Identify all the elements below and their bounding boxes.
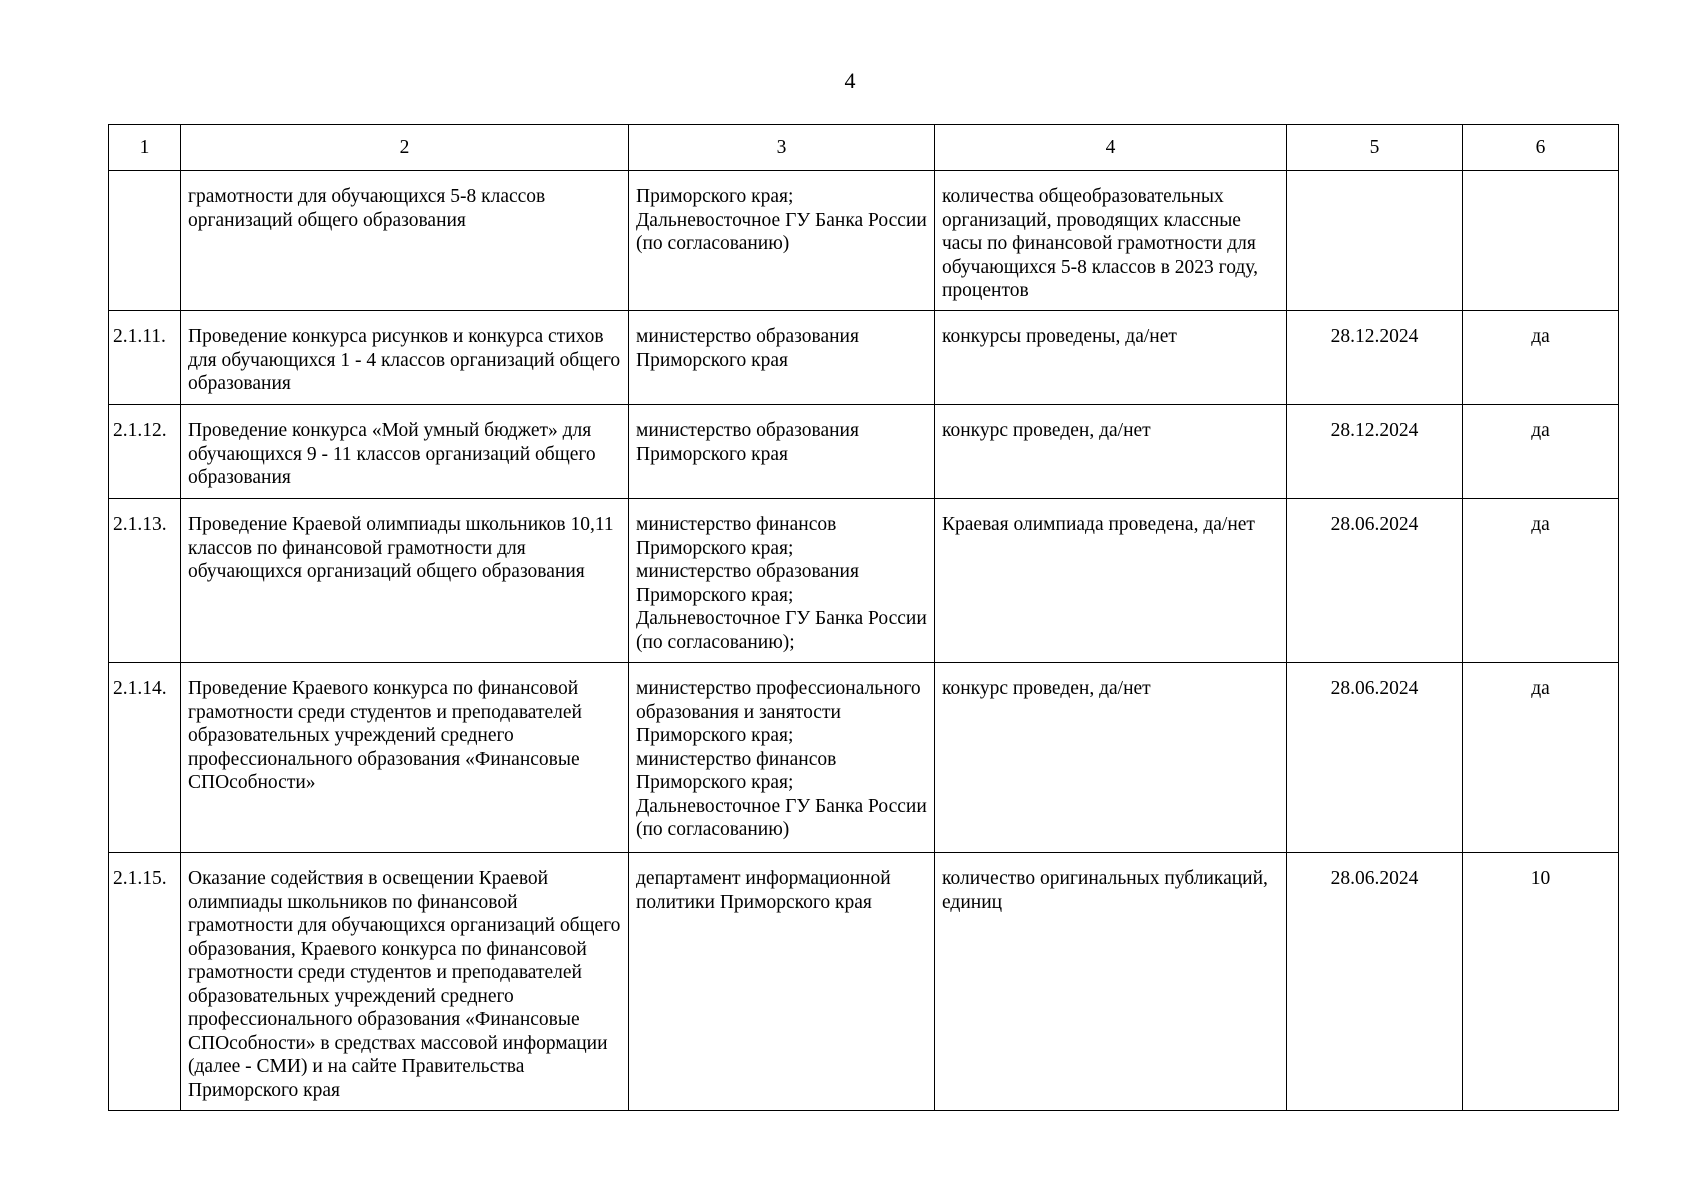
deadline-cell: 28.12.2024 [1287,311,1463,405]
column-header-3: 3 [629,125,935,171]
row-number-cell: 2.1.11. [109,311,181,405]
indicator-cell: конкурс проведен, да/нет [935,405,1287,499]
activity-cell: Проведение Краевого конкурса по финансовой грамотности среди студентов и преподавателей образовательных учреждений среднего профессионального образования «Финансовые СПОсобности» [181,663,629,853]
column-header-6: 6 [1463,125,1619,171]
target-value-cell [1463,171,1619,311]
indicator-cell: конкурс проведен, да/нет [935,663,1287,853]
indicator-cell: конкурсы проведены, да/нет [935,311,1287,405]
table-row [109,853,1619,1111]
responsible-cell: министерство финансов Приморского края; министерство образования Приморского края; Дальневосточное ГУ Банка России (по согласованию); [629,499,935,663]
deadline-cell: 28.12.2024 [1287,405,1463,499]
column-header-1: 1 [109,125,181,171]
row-number-cell: 2.1.12. [109,405,181,499]
target-value-cell: 10 [1463,853,1619,1111]
table-row [109,405,1619,499]
table-row [109,311,1619,405]
table-row [109,171,1619,311]
responsible-cell: министерство профессионального образования и занятости Приморского края; министерство финансов Приморского края; Дальневосточное ГУ Банка России (по согласованию) [629,663,935,853]
deadline-cell: 28.06.2024 [1287,663,1463,853]
column-header-2: 2 [181,125,629,171]
row-number-cell: 2.1.15. [109,853,181,1111]
responsible-cell: министерство образования Приморского края [629,311,935,405]
target-value-cell: да [1463,311,1619,405]
activity-cell: Проведение конкурса «Мой умный бюджет» для обучающихся 9 - 11 классов организаций общего образования [181,405,629,499]
activity-cell: Проведение конкурса рисунков и конкурса стихов для обучающихся 1 - 4 классов организаций общего образования [181,311,629,405]
indicator-cell: количества общеобразовательных организаций, проводящих классные часы по финансовой грамотности для обучающихся 5-8 классов в 2023 году, процентов [935,171,1287,311]
table-row [109,663,1619,853]
indicator-cell: Краевая олимпиада проведена, да/нет [935,499,1287,663]
responsible-cell: министерство образования Приморского края [629,405,935,499]
activity-cell: Оказание содействия в освещении Краевой олимпиады школьников по финансовой грамотности для обучающихся организаций общего образования, Краевого конкурса по финансовой грамотности среди студентов и преподавателей образовательных учреждений среднего профессионального образования «Финансовые СПОсобности» в средствах массовой информации (далее - СМИ) и на сайте Правительства Приморского края [181,853,629,1111]
deadline-cell [1287,171,1463,311]
responsible-cell: департамент информационной политики Приморского края [629,853,935,1111]
activity-cell: Проведение Краевой олимпиады школьников 10,11 классов по финансовой грамотности для обучающихся организаций общего образования [181,499,629,663]
action-plan-table [108,124,1619,1111]
row-number-cell: 2.1.13. [109,499,181,663]
target-value-cell: да [1463,405,1619,499]
responsible-cell: Приморского края; Дальневосточное ГУ Банка России (по согласованию) [629,171,935,311]
column-header-4: 4 [935,125,1287,171]
deadline-cell: 28.06.2024 [1287,499,1463,663]
target-value-cell: да [1463,663,1619,853]
row-number-cell: 2.1.14. [109,663,181,853]
target-value-cell: да [1463,499,1619,663]
table-row [109,499,1619,663]
page-number: 4 [844,68,856,93]
deadline-cell: 28.06.2024 [1287,853,1463,1111]
row-number-cell [109,171,181,311]
column-number-row [109,125,1619,171]
indicator-cell: количество оригинальных публикаций, единиц [935,853,1287,1111]
column-header-5: 5 [1287,125,1463,171]
activity-cell: грамотности для обучающихся 5-8 классов организаций общего образования [181,171,629,311]
